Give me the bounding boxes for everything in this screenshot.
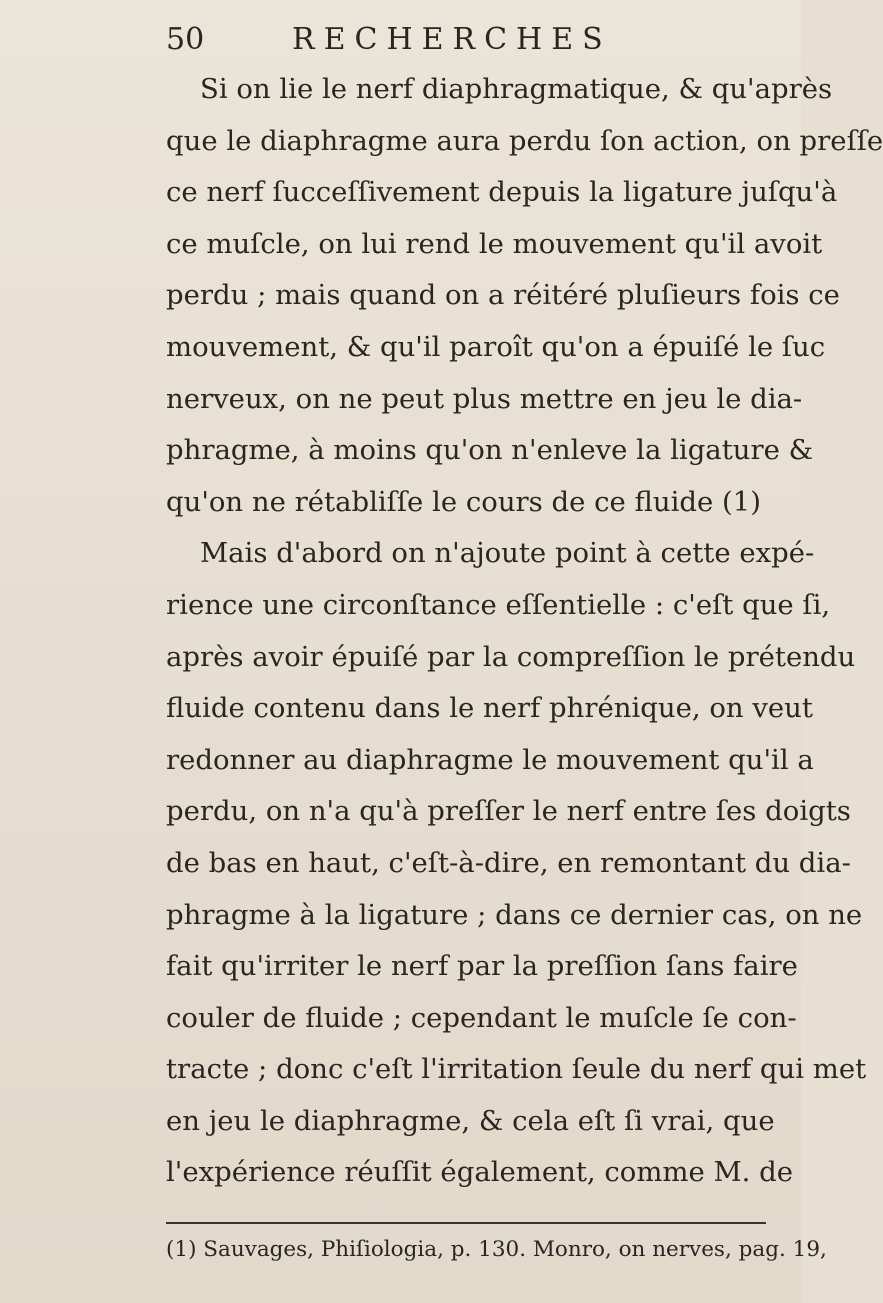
text-line: perdu, on n'a qu'à preſſer le nerf entre ſes doigts xyxy=(166,795,851,828)
text-line: phragme à la ligature ; dans ce dernier cas, on ne xyxy=(166,898,863,931)
body-text xyxy=(166,64,883,1199)
text-line: rience une circonſtance eſſentielle : c'eſt que ſi, xyxy=(166,588,831,621)
running-head: RECHERCHES xyxy=(292,22,612,57)
text-line: que le diaphragme aura perdu ſon action, on preſſe xyxy=(166,124,883,157)
page-header xyxy=(0,18,801,62)
text-line: fluide contenu dans le nerf phrénique, on veut xyxy=(166,692,813,725)
text-line: redonner au diaphragme le mouvement qu'il a xyxy=(166,743,814,776)
text-line: Si on lie le nerf diaphragmatique, & qu'après xyxy=(200,73,833,105)
text-line: ce nerf ſucceſſivement depuis la ligature juſqu'à xyxy=(166,176,838,209)
text-line: perdu ; mais quand on a réitéré pluſieurs fois ce xyxy=(166,279,840,312)
page-number: 50 xyxy=(166,22,205,57)
footnote: (1) Sauvages, Phiſiologia, p. 130. Monro, on nerves, pag. 19, xyxy=(166,1237,827,1262)
text-line: en jeu le diaphragme, & cela eſt ſi vrai, que xyxy=(166,1104,775,1137)
text-line: après avoir épuiſé par la compreſſion le prétendu xyxy=(166,640,856,673)
footnote-divider xyxy=(166,1222,766,1224)
text-line: ce muſcle, on lui rend le mouvement qu'il avoit xyxy=(166,227,823,260)
text-line: fait qu'irriter le nerf par la preſſion ſans faire xyxy=(166,950,798,983)
text-line: de bas en haut, c'eſt-à-dire, en remontant du dia- xyxy=(166,846,851,879)
text-line: Mais d'abord on n'ajoute point à cette expé- xyxy=(200,537,815,570)
text-line: l'expérience réuſſit également, comme M. de xyxy=(166,1156,794,1189)
text-line: phragme, à moins qu'on n'enleve la ligature & xyxy=(166,434,814,467)
text-line: mouvement, & qu'il paroît qu'on a épuiſé le ſuc xyxy=(166,330,826,363)
text-line: tracte ; donc c'eſt l'irritation ſeule du nerf qui met xyxy=(166,1053,867,1086)
text-line: couler de fluide ; cependant le muſcle ſe con- xyxy=(166,1001,797,1034)
text-line: nerveux, on ne peut plus mettre en jeu le dia- xyxy=(166,382,803,415)
text-line: qu'on ne rétabliſſe le cours de ce fluide (1) xyxy=(166,485,761,518)
